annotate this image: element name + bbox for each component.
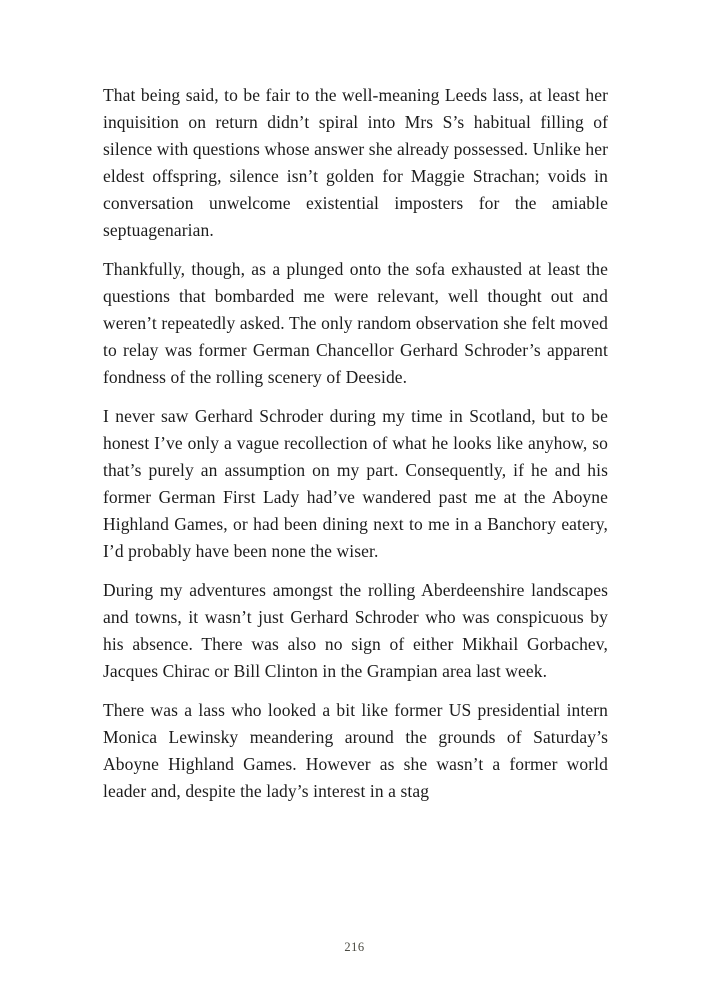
body-text bbox=[103, 82, 608, 817]
paragraph: That being said, to be fair to the well-meaning Leeds lass, at least her inquisition on return didn’t spiral into Mrs S’s habitual filling of silence with questions whose answer she already possessed. Unlike her eldest offspring, silence isn’t golden for Maggie Strachan; voids in conversation unwelcome existential imposters for the amiable septuagenarian. bbox=[103, 85, 608, 240]
paragraph: During my adventures amongst the rolling Aberdeenshire landscapes and towns, it wasn’t just Gerhard Schroder who was conspicuous by his absence. There was also no sign of either Mikhail Gorbachev, Jacques Chirac or Bill Clinton in the Grampian area last week. bbox=[103, 580, 608, 681]
paragraph: Thankfully, though, as a plunged onto the sofa exhausted at least the questions that bombarded me were relevant, well thought out and weren’t repeatedly asked. The only random observation she felt moved to relay was former German Chancellor Gerhard Schroder’s apparent fondness of the rolling scenery of Deeside. bbox=[103, 259, 608, 387]
paragraph: I never saw Gerhard Schroder during my time in Scotland, but to be honest I’ve only a vague recollection of what he looks like anyhow, so that’s purely an assumption on my part. Consequently, if he and his former German First Lady had’ve wandered past me at the Aboyne Highland Games, or had been dining next to me in a Banchory eatery, I’d probably have been none the wiser. bbox=[103, 406, 608, 561]
page-number: 216 bbox=[344, 940, 365, 954]
paragraph: There was a lass who looked a bit like former US presidential intern Monica Lewinsky meandering around the grounds of Saturday’s Aboyne Highland Games. However as she wasn’t a former world leader and, despite the lady’s interest in a stag bbox=[103, 700, 608, 801]
